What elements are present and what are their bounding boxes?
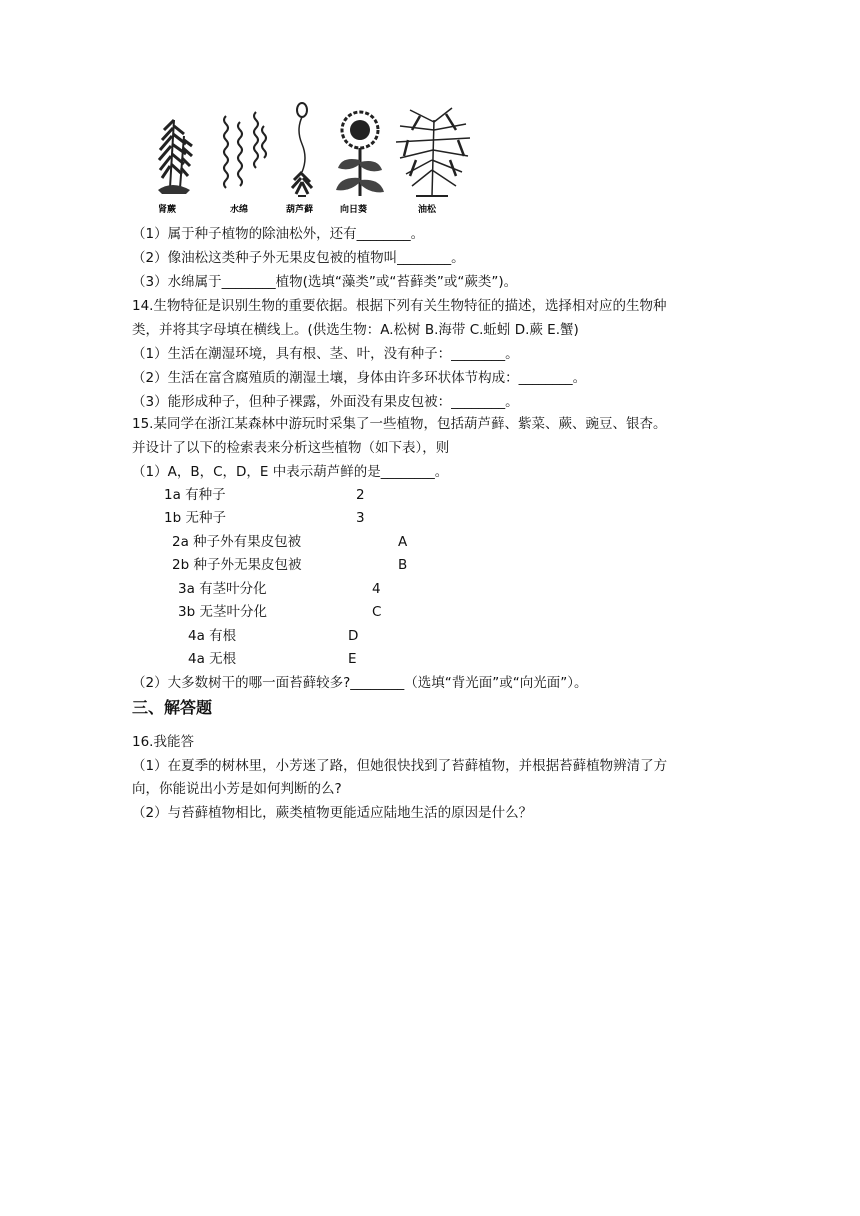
key-row-result: 3 bbox=[356, 510, 365, 526]
plant-figure bbox=[150, 100, 480, 216]
plant-label-pine: 油松 bbox=[418, 205, 437, 215]
q14-stem-line1: 14.生物特征是识别生物的重要依据。根据下列有关生物特征的描述，选择相对应的生物种 bbox=[132, 298, 667, 314]
q14-stem-line2: 类，并将其字母填在横线上。(供选生物：A.松树 B.海带 C.蚯蚓 D.蕨 E.蟹) bbox=[132, 322, 579, 338]
fern-illustration bbox=[158, 120, 192, 194]
q15-stem-line2: 并设计了以下的检索表来分析这些植物（如下表），则 bbox=[132, 440, 450, 456]
key-row-code: 3b 无茎叶分化 bbox=[178, 604, 267, 620]
key-row-result: 4 bbox=[372, 581, 381, 597]
key-row-result: 2 bbox=[356, 487, 365, 503]
q14-part3: （3）能形成种子，但种子裸露，外面没有果皮包被：________。 bbox=[132, 394, 519, 410]
sunflower-illustration bbox=[336, 112, 384, 196]
q16-part2: （2）与苔藓植物相比，蕨类植物更能适应陆地生活的原因是什么？ bbox=[132, 805, 533, 821]
key-row-code: 4a 无根 bbox=[188, 651, 237, 667]
key-row-result: D bbox=[348, 628, 359, 644]
q14-part1: （1）生活在潮湿环境，具有根、茎、叶，没有种子：________。 bbox=[132, 346, 519, 362]
key-row-code: 3a 有茎叶分化 bbox=[178, 581, 267, 597]
q13-part3: （3）水绵属于________植物(选填“藻类”或“苔藓类”或“蕨类”)。 bbox=[132, 274, 518, 290]
key-row-result: E bbox=[348, 651, 357, 667]
key-row-result: A bbox=[398, 534, 408, 550]
q15-part2: （2）大多数树干的哪一面苔藓较多?________（选填“背光面”或“向光面”）。 bbox=[132, 675, 588, 691]
plant-label-moss: 葫芦藓 bbox=[286, 205, 314, 215]
q16-stem: 16.我能答 bbox=[132, 734, 194, 750]
q16-part1-line1: （1）在夏季的树林里，小芳迷了路，但她很快找到了苔藓植物，并根据苔藓植物辨清了方 bbox=[132, 758, 668, 774]
moss-illustration bbox=[292, 103, 312, 196]
q16-part1-line2: 向，你能说出小芳是如何判断的么? bbox=[132, 781, 342, 797]
section-heading: 三、解答题 bbox=[132, 698, 213, 717]
key-row-result: C bbox=[372, 604, 382, 620]
spirogyra-illustration bbox=[224, 112, 266, 188]
plant-label-fern: 肾蕨 bbox=[158, 205, 177, 215]
key-row-code: 1a 有种子 bbox=[164, 487, 226, 503]
key-row-code: 4a 有根 bbox=[188, 628, 237, 644]
key-row-result: B bbox=[398, 557, 408, 573]
q15-part1: （1）A，B，C，D，E 中表示葫芦鲜的是________。 bbox=[132, 464, 449, 480]
key-row-code: 2b 种子外无果皮包被 bbox=[172, 557, 302, 573]
key-row-code: 1b 无种子 bbox=[164, 510, 226, 526]
q13-part1: （1）属于种子植物的除油松外，还有________。 bbox=[132, 226, 425, 242]
pine-illustration bbox=[396, 108, 470, 196]
q13-part2: （2）像油松这类种子外无果皮包被的植物叫________。 bbox=[132, 250, 465, 266]
q15-stem-line1: 15.某同学在浙江某森林中游玩时采集了一些植物，包括葫芦藓、紫菜、蕨、豌豆、银杏。 bbox=[132, 416, 667, 432]
plant-label-spirogyra: 水绵 bbox=[230, 205, 249, 215]
key-row-code: 2a 种子外有果皮包被 bbox=[172, 534, 302, 550]
q14-part2: （2）生活在富含腐殖质的潮湿土壤，身体由许多环状体节构成：________。 bbox=[132, 370, 587, 386]
plant-label-sunflower: 向日葵 bbox=[340, 205, 368, 215]
